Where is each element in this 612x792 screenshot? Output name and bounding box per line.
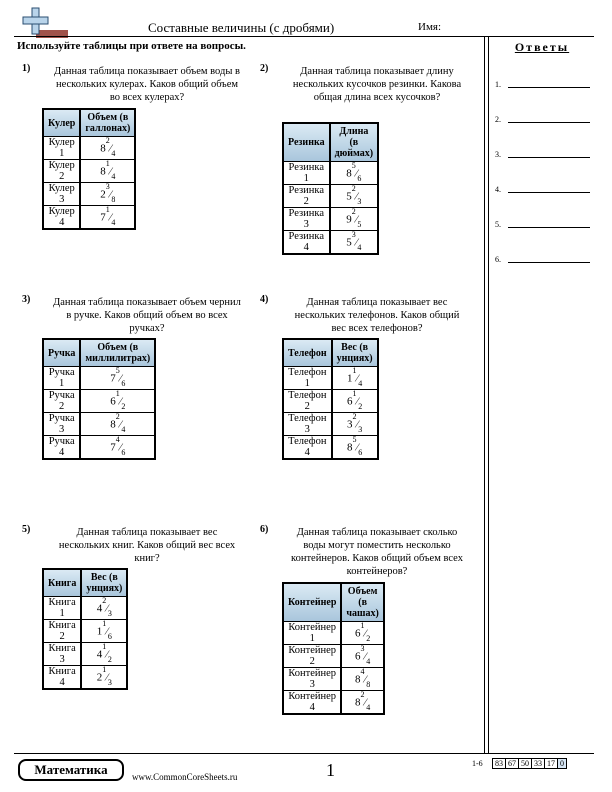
mixed-fraction: $8^2⁄_4$ xyxy=(341,691,383,715)
page-number: 1 xyxy=(326,760,335,780)
data-table xyxy=(42,108,136,230)
table-row xyxy=(43,206,135,230)
score-scale xyxy=(493,758,567,769)
item-name: Кулер 4 xyxy=(43,206,80,230)
table-row xyxy=(43,620,127,643)
item-name: Телефон 1 xyxy=(283,367,332,390)
answer-line-5[interactable] xyxy=(495,220,501,229)
question-prompt: Данная таблица показывает вес нескольких книг. Каков общий вес всех книг? xyxy=(58,527,236,564)
answer-line-1[interactable] xyxy=(495,80,501,89)
column-header-item: Кулер xyxy=(43,109,80,137)
table-row xyxy=(43,137,135,160)
mixed-fraction: $2^1⁄_3$ xyxy=(81,666,127,690)
column-header-quantity: Длина (в дюймах) xyxy=(330,123,379,162)
answer-divider-right xyxy=(488,36,489,754)
item-name: Телефон 4 xyxy=(283,436,332,460)
mixed-fraction: $7^4⁄_6$ xyxy=(80,436,155,460)
mixed-fraction: $8^1⁄_4$ xyxy=(80,160,135,183)
item-name: Ручка 2 xyxy=(43,390,80,413)
item-name: Книга 4 xyxy=(43,666,81,690)
answer-number: 5. xyxy=(495,220,501,229)
page-title: Составные величины (с дробями) xyxy=(148,20,335,35)
answer-number: 4. xyxy=(495,185,501,194)
question-prompt: Данная таблица показывает сколько воды могут поместить несколько контейнеров. Каков общий объем всех контейнеров? xyxy=(291,527,463,577)
item-name: Телефон 2 xyxy=(283,390,332,413)
question-number: 2) xyxy=(260,63,269,74)
table-row xyxy=(283,645,384,668)
question-range: 1-6 xyxy=(472,759,483,768)
table-row xyxy=(283,413,378,436)
mixed-fraction: $8^2⁄_4$ xyxy=(80,137,135,160)
question-number: 3) xyxy=(22,294,31,305)
item-name: Резинка 3 xyxy=(283,208,330,231)
score-cell: 17 xyxy=(544,758,558,769)
mixed-fraction: $8^5⁄_6$ xyxy=(330,162,379,185)
header-divider xyxy=(14,36,594,37)
column-header-quantity: Объем (в миллилитрах) xyxy=(80,339,155,367)
answer-number: 3. xyxy=(495,150,501,159)
answer-blank[interactable] xyxy=(508,122,590,123)
table-row xyxy=(43,643,127,666)
table-row xyxy=(283,231,378,255)
column-header-item: Телефон xyxy=(283,339,332,367)
item-name: Кулер 1 xyxy=(43,137,80,160)
question-prompt: Данная таблица показывает объем воды в нескольких кулерах. Каков общий объем во всех кулерах? xyxy=(54,66,240,103)
mixed-fraction: $8^4⁄_8$ xyxy=(341,668,383,691)
column-header-quantity: Вес (в унциях) xyxy=(332,339,378,367)
question-prompt: Данная таблица показывает объем чернил в ручке. Каков общий объем во всех ручках? xyxy=(53,297,241,334)
table-row xyxy=(43,183,135,206)
item-name: Телефон 3 xyxy=(283,413,332,436)
question-number: 6) xyxy=(260,524,269,535)
mixed-fraction: $4^1⁄_2$ xyxy=(81,643,127,666)
table-row xyxy=(43,367,155,390)
item-name: Контейнер 3 xyxy=(283,668,341,691)
mixed-fraction: $4^2⁄_3$ xyxy=(81,597,127,620)
answer-blank[interactable] xyxy=(508,192,590,193)
table-row xyxy=(43,436,155,460)
score-cell: 67 xyxy=(505,758,519,769)
answers-title: Ответы xyxy=(514,40,570,54)
site-url: www.CommonCoreSheets.ru xyxy=(132,772,238,782)
mixed-fraction: $2^3⁄_8$ xyxy=(80,183,135,206)
answer-blank[interactable] xyxy=(508,157,590,158)
mixed-fraction: $7^1⁄_4$ xyxy=(80,206,135,230)
mixed-fraction: $7^5⁄_6$ xyxy=(80,367,155,390)
item-name: Ручка 4 xyxy=(43,436,80,460)
item-name: Резинка 2 xyxy=(283,185,330,208)
table-row xyxy=(283,668,384,691)
mixed-fraction: $6^1⁄_2$ xyxy=(341,622,383,645)
data-table xyxy=(42,338,156,460)
mixed-fraction: $9^2⁄_5$ xyxy=(330,208,379,231)
table-row xyxy=(283,367,378,390)
table-row xyxy=(283,208,378,231)
answer-line-6[interactable] xyxy=(495,255,501,264)
item-name: Резинка 4 xyxy=(283,231,330,255)
mixed-fraction: $3^2⁄_3$ xyxy=(332,413,378,436)
column-header-quantity: Объем (в галлонах) xyxy=(80,109,135,137)
table-row xyxy=(43,160,135,183)
column-header-item: Ручка xyxy=(43,339,80,367)
table-row xyxy=(283,162,378,185)
item-name: Книга 3 xyxy=(43,643,81,666)
data-table xyxy=(282,582,385,715)
table-row xyxy=(43,597,127,620)
mixed-fraction: $8^5⁄_6$ xyxy=(332,436,378,460)
column-header-quantity: Объем (в чашах) xyxy=(341,583,383,622)
item-name: Кулер 2 xyxy=(43,160,80,183)
answer-number: 6. xyxy=(495,255,501,264)
data-table xyxy=(282,338,379,460)
column-header-item: Резинка xyxy=(283,123,330,162)
table-row xyxy=(283,436,378,460)
item-name: Резинка 1 xyxy=(283,162,330,185)
column-header-item: Книга xyxy=(43,569,81,597)
answer-line-2[interactable] xyxy=(495,115,501,124)
table-row xyxy=(43,413,155,436)
table-row xyxy=(283,691,384,715)
score-cell: 83 xyxy=(492,758,506,769)
question-prompt: Данная таблица показывает длину нескольких кусочков резинки. Какова общая длина всех кусочков? xyxy=(292,66,462,103)
answer-blank[interactable] xyxy=(508,87,590,88)
item-name: Кулер 3 xyxy=(43,183,80,206)
mixed-fraction: $8^2⁄_4$ xyxy=(80,413,155,436)
name-label: Имя: xyxy=(418,21,442,33)
column-header-quantity: Вес (в унциях) xyxy=(81,569,127,597)
data-table xyxy=(282,122,379,255)
plus-logo-icon xyxy=(22,6,70,40)
item-name: Контейнер 4 xyxy=(283,691,341,715)
score-cell: 33 xyxy=(531,758,545,769)
instructions: Используйте таблицы при ответе на вопросы. xyxy=(17,40,246,52)
answer-line-3[interactable] xyxy=(495,150,501,159)
mixed-fraction: $5^2⁄_3$ xyxy=(330,185,379,208)
answer-blank[interactable] xyxy=(508,262,590,263)
mixed-fraction: $6^1⁄_2$ xyxy=(80,390,155,413)
score-cell: 0 xyxy=(557,758,567,769)
table-row xyxy=(283,185,378,208)
table-row xyxy=(43,390,155,413)
mixed-fraction: $6^1⁄_2$ xyxy=(332,390,378,413)
answer-blank[interactable] xyxy=(508,227,590,228)
question-number: 1) xyxy=(22,63,31,74)
mixed-fraction: $1^1⁄_6$ xyxy=(81,620,127,643)
table-row xyxy=(283,390,378,413)
footer-divider xyxy=(14,753,594,754)
question-number: 5) xyxy=(22,524,31,535)
table-row xyxy=(283,622,384,645)
table-row xyxy=(43,666,127,690)
answer-divider-left xyxy=(484,36,485,754)
column-header-item: Контейнер xyxy=(283,583,341,622)
item-name: Книга 2 xyxy=(43,620,81,643)
subject-badge: Математика xyxy=(18,759,124,781)
item-name: Книга 1 xyxy=(43,597,81,620)
question-prompt: Данная таблица показывает вес нескольких телефонов. Каков общий вес всех телефонов? xyxy=(294,297,460,334)
mixed-fraction: $6^3⁄_4$ xyxy=(341,645,383,668)
answer-number: 1. xyxy=(495,80,501,89)
mixed-fraction: $1^1⁄_4$ xyxy=(332,367,378,390)
item-name: Контейнер 2 xyxy=(283,645,341,668)
item-name: Ручка 3 xyxy=(43,413,80,436)
data-table xyxy=(42,568,128,690)
item-name: Контейнер 1 xyxy=(283,622,341,645)
item-name: Ручка 1 xyxy=(43,367,80,390)
question-number: 4) xyxy=(260,294,269,305)
mixed-fraction: $5^3⁄_4$ xyxy=(330,231,379,255)
answer-line-4[interactable] xyxy=(495,185,501,194)
answer-number: 2. xyxy=(495,115,501,124)
score-cell: 50 xyxy=(518,758,532,769)
